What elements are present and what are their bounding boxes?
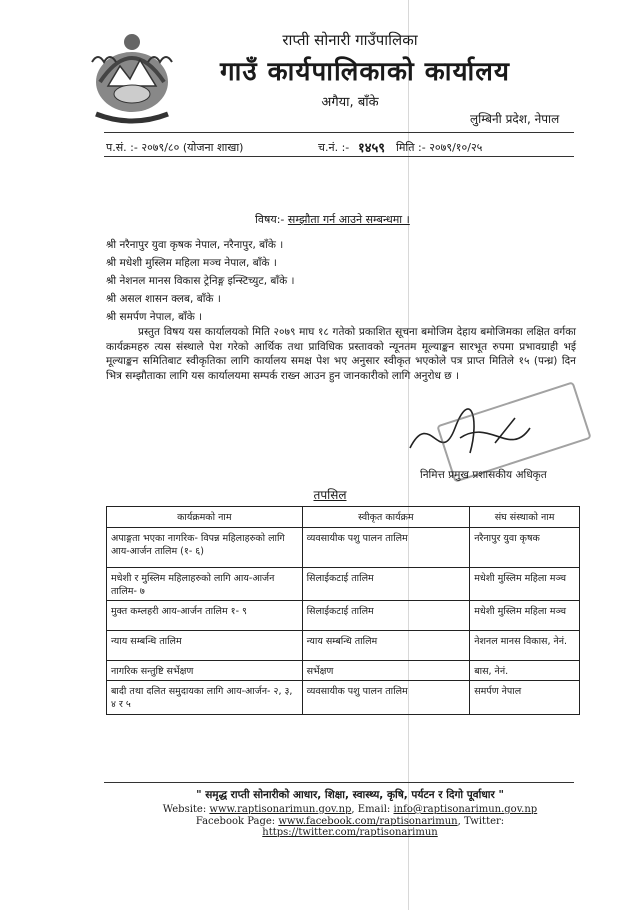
addressee: श्री असल शासन क्लब, बाँके । [106,293,221,305]
table-cell: नरैनापुर युवा कृषक [470,528,580,568]
website-label: Website: [162,804,207,815]
letter-body: प्रस्तुत विषय यस कार्यालयको मिति २०७९ माघ १८ गतेको प्रकाशित सूचना बमोजिम देहाय बमोजिमका लक्षित वर्गका कार्यक्रमहरु त्यस संस्थाले पेश गरेको आर्थिक तथा प्राविधिक प्रस्तावको न्यूनतम मूल्याङ्कन सारभूत रुपमा प्रभावग्राही भई मूल्याङ्कन समितिबाट स्वीकृतिका लागि कार्यालय समक्ष पेश भए अनुसार स्वीकृत भएकोले पत्र प्राप्त मितिले १५ (पन्ध्र) दिन भित्र सम्झौताका लागि यस कार्यालयमा सम्पर्क राख्न आउन हुन जानकारीको लागि अनुरोध छ । [106,326,576,382]
table-cell: मधेशी मुस्लिम महिला मञ्च [470,601,580,631]
office-location: अगैया, बाँके [321,95,379,110]
table-row [107,568,580,601]
table-cell: सर्भेक्षण [302,661,470,681]
addressee: श्री नरैनापुर युवा कृषक नेपाल, नरैनापुर, बाँके । [106,239,284,251]
column-header: कार्यक्रमको नाम [107,507,303,528]
table-cell: न्याय सम्बन्धि तालिम [107,631,303,661]
table-cell: व्यवसायीक पशु पालन तालिम [302,681,470,715]
table-cell: न्याय सम्बन्धि तालिम [302,631,470,661]
addressee: श्री नेशनल मानस विकास ट्रेनिङ्ग इन्स्टिच्युट, बाँके । [106,275,295,287]
table-row [107,631,580,661]
table-cell: अपाङ्गता भएका नागरिक- विपन्न महिलाहरुको लागि आय-आर्जन तालिम (१- ६) [107,528,303,568]
column-header: संघ संस्थाको नाम [470,507,580,528]
municipality-name: राप्ती सोनारी गाउँपालिका [282,31,418,49]
table-cell: नागरिक सन्तुष्टि सर्भेक्षण [107,661,303,681]
subject-line [255,212,410,227]
patra-sankhya: प.सं. :- २०७९/८० (योजना शाखा) [106,141,244,154]
letter-date: मिति :- २०७९/१०/२५ [396,141,483,154]
table-cell: समर्पण नेपाल [470,681,580,715]
table-cell: बास, नेनं. [470,661,580,681]
table-cell: मुक्त कम्लहरी आय-आर्जन तालिम १- ९ [107,601,303,631]
table-cell: मधेशी मुस्लिम महिला मञ्च [470,568,580,601]
reference-divider [104,156,574,157]
footer-divider [104,782,574,783]
footer-motto: " समृद्ध राप्ती सोनारीको आधार, शिक्षा, स्वास्थ्य, कृषि, पर्यटन र दिगो पूर्वाधार " [196,789,504,801]
subject-text: सम्झौता गर्न आउने सम्बन्धमा । [287,213,410,226]
addressee: श्री मधेशी मुस्लिम महिला मञ्च नेपाल, बाँके । [106,257,277,269]
nepal-emblem-icon [86,24,178,132]
table-row [107,661,580,681]
twitter-link[interactable]: https://twitter.com/raptisonarimun [262,827,438,838]
table-header-row [107,507,580,528]
footer-contact-line [120,804,580,815]
table-row [107,601,580,631]
table-cell: सिलाईकटाई तालिम [302,568,470,601]
table-cell: नेशनल मानस विकास, नेनं. [470,631,580,661]
table-row [107,681,580,715]
table-cell: मधेशी र मुस्लिम महिलाहरुको लागि आय-आर्जन तालिम- ७ [107,568,303,601]
table-row [107,528,580,568]
facebook-link[interactable]: www.facebook.com/raptisonarimun [278,816,458,827]
twitter-label: , Twitter: [457,816,505,827]
province-name: लुम्बिनी प्रदेश, नेपाल [470,112,560,126]
email-link[interactable]: info@raptisonarimun.gov.np [393,804,538,815]
chalani-label: च.नं. :- [318,141,350,154]
chalani-number: १४५९ [358,141,386,156]
footer-social-line [120,816,580,838]
email-label: , Email: [351,804,391,815]
program-table [106,506,580,715]
column-header: स्वीकृत कार्यक्रम [302,507,470,528]
table-cell: बादी तथा दलित समुदायका लागि आय-आर्जन- २, ३, ४ र ५ [107,681,303,715]
website-link[interactable]: www.raptisonarimun.gov.np [209,804,352,815]
facebook-label: Facebook Page: [195,816,276,827]
office-title: गाउँ कार्यपालिकाको कार्यालय [220,57,510,87]
addressee: श्री समर्पण नेपाल, बाँके । [106,311,203,323]
table-cell: व्यवसायीक पशु पालन तालिम [302,528,470,568]
annex-heading: तपसिल [313,488,347,502]
header-divider [104,132,574,133]
table-cell: सिलाईकटाई तालिम [302,601,470,631]
subject-label: विषय:- [255,213,285,226]
signatory-title: निमित्त प्रमुख प्रशासकीय अधिकृत [420,469,547,481]
